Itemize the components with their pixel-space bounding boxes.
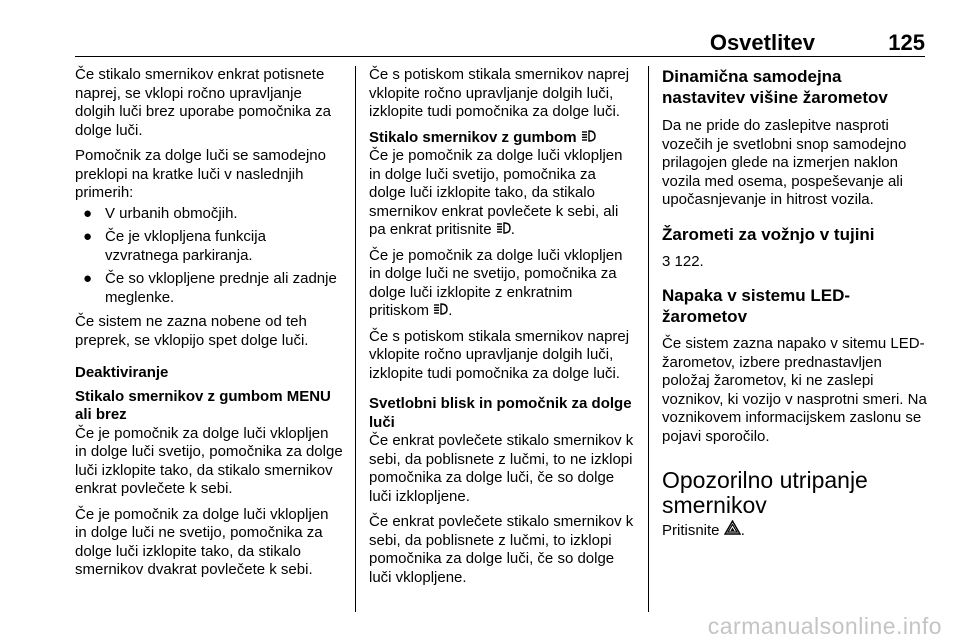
paragraph: Če s potiskom stikala smernikov naprej vklopite ročno upravljanje dolgih luči, izklopite tudi pomočnika za dolge luči. [369,327,630,382]
paragraph: Če je pomočnik za dolge luči vklopljen in dolge luči svetijo, pomočnika za dolge luči izklopite tako, da stikalo smernikov enkrat povlečete k sebi, ali pa enkrat pritisnite . [369,147,623,238]
list-item: ● Če je vklopljena funkcija vzvratnega parkiranja. [83,228,266,264]
bullet-icon: ● [83,204,93,222]
bullet-list [75,205,343,308]
column-3 [662,66,928,548]
page-reference: 3 122. [662,252,704,270]
column-2 [369,66,635,594]
list-item: ● Če so vklopljene prednje ali zadnje meglenke. [83,270,337,306]
paragraph: Če je pomočnik za dolge luči vklopljen in dolge luči ne svetijo, pomočnika za dolge luči izklopite tako, da stikalo smernikov dvakrat povlečete k sebi. [75,505,329,578]
subheading-deactivate: Deaktiviranje [75,364,169,381]
subheading-menu-switch: Stikalo smernikov z gumbom MENU ali brez [75,387,331,423]
paragraph: Če s potiskom stikala smernikov naprej vklopite ročno upravljanje dolgih luči, izklopite tudi pomočnika za dolge luči. [369,66,630,120]
high-beam-icon [581,129,596,148]
high-beam-icon [433,302,448,321]
paragraph: Če enkrat povlečete stikalo smernikov k sebi, da poblisnete z lučmi, to ne izklopi pomočnika za dolge luči, če so dolge luči izklopljene. [369,432,634,505]
column-1 [75,66,343,587]
paragraph: Če sistem zazna napako v sitemu LED-žarometov, izbere prednastavljen položaj žarometov, ki ne zaslepi voznikov, ki vozijo v nasprotni smeri. Na voznikovem informacijskem zaslonu se pojavi sporočilo. [662,335,927,445]
heading-dynamic-leveling: Dinamična samodejna nastavitev višine žarometov [662,67,888,107]
paragraph: Če sistem ne zazna nobene od teh preprek, se vklopijo spet dolge luči. [75,313,309,349]
column-separator [648,66,649,612]
bullet-icon: ● [83,270,93,287]
section-title: Osvetlitev [709,30,815,55]
heading-hazard-warning: Opozorilno utripanje smernikov [662,467,868,518]
heading-led-fault: Napaka v sistemu LED-žarometov [662,286,851,326]
bullet-icon: ● [83,228,93,245]
list-item: ● V urbanih območjih. [83,204,238,222]
page-number: 125 [888,30,925,55]
paragraph: Če je pomočnik za dolge luči vklopljen in dolge luči ne svetijo, pomočnika za dolge luči izklopite z enkratnim pritiskom . [369,246,623,319]
high-beam-icon [496,221,511,240]
paragraph: Pritisnite . [662,522,745,539]
subheading-button-switch: Stikalo smernikov z gumbom [369,129,635,148]
subheading-flash: Svetlobni blisk in pomočnik za dolge luči [369,395,632,431]
paragraph: Če stikalo smernikov enkrat potisnete naprej, se vklopi ročno upravljanje dolgih luči brez uporabe pomočnika za dolge luči. [75,66,331,139]
paragraph: Pomočnik za dolge luči se samodejno preklopi na kratke luči v naslednjih primerih: [75,147,326,201]
reference-arrow-icon: 3 [662,252,671,270]
page-header [75,30,925,58]
paragraph: Če enkrat povlečete stikalo smernikov k sebi, da poblisnete z lučmi, to izklopi pomočnika za dolge luči, če so dolge luči vklopljene. [369,513,634,586]
header-rule [75,56,925,57]
column-separator [355,66,356,612]
paragraph: Če je pomočnik za dolge luči vklopljen in dolge luči svetijo, pomočnika za dolge luči izklopite tako, da stikalo smernikov enkrat povlečete k sebi. [75,424,343,497]
paragraph: Da ne pride do zaslepitve nasproti vozečih je svetlobni snop samodejno prilagojen glede na izmerjen naklon vozila med osema, pospeševanje ali upočasnjevanje in hitrost vozila. [662,117,907,208]
heading-driving-abroad: Žarometi za vožnjo v tujini [662,224,875,244]
watermark: carmanualsonline.info [707,613,942,639]
hazard-warning-icon [724,520,741,541]
